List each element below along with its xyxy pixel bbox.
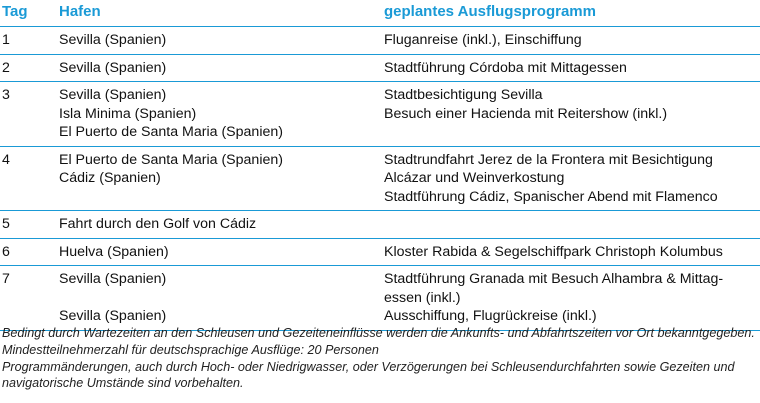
program-cell xyxy=(384,147,760,211)
table-header xyxy=(0,0,760,27)
program-cell xyxy=(384,266,760,330)
day-number: 7 xyxy=(2,271,10,287)
day-number: 1 xyxy=(2,32,10,48)
port-cell xyxy=(59,266,384,330)
program-cell xyxy=(384,27,760,54)
table-row xyxy=(0,211,760,239)
program-item: Stadtführung Cádiz, Spanischer Abend mit Flamenco xyxy=(384,188,718,205)
program-cell xyxy=(384,55,760,82)
footnotes xyxy=(0,325,760,392)
program-item: Kloster Rabida & Segelschiffpark Christoph Kolumbus xyxy=(384,243,723,260)
footnote: Bedingt durch Wartezeiten an den Schleusen und Gezeiteneinflüsse werden die Ankunfts- und Abfahrtszeiten vor Ort bekanntgegeben. xyxy=(2,326,755,340)
table-row xyxy=(0,82,760,147)
port-name: Cádiz (Spanien) xyxy=(59,170,161,186)
program-item: Fluganreise (inkl.), Einschiffung xyxy=(384,32,582,48)
program-item xyxy=(384,215,752,234)
program-item: Besuch einer Hacienda mit Reitershow (inkl.) xyxy=(384,105,668,122)
port-cell xyxy=(59,147,384,211)
port-name: Isla Minima (Spanien) xyxy=(59,105,197,122)
table-row xyxy=(0,147,760,212)
table-row xyxy=(0,239,760,267)
day-number: 3 xyxy=(2,87,10,103)
program-cell xyxy=(384,82,760,146)
port-name: Sevilla (Spanien) xyxy=(59,32,167,48)
port-name xyxy=(59,289,384,308)
port-cell xyxy=(59,239,384,266)
port-name: El Puerto de Santa Maria (Spanien) xyxy=(59,151,283,168)
table-row xyxy=(0,266,760,331)
table-body xyxy=(0,27,760,331)
day-number: 5 xyxy=(2,216,10,232)
day-number: 6 xyxy=(2,243,10,260)
program-item xyxy=(384,123,752,142)
footnote: Mindestteilnehmerzahl für deutschsprachige Ausflüge: 20 Personen xyxy=(2,342,379,357)
column-header-hafen: Hafen xyxy=(59,3,101,20)
program-item: Ausschiffung, Flugrückreise (inkl.) xyxy=(384,308,597,324)
port-cell xyxy=(59,211,384,238)
program-item: Stadtführung Córdoba mit Mittagessen xyxy=(384,59,627,76)
program-item: Stadtführung Granada mit Besuch Alhambra & Mittag- xyxy=(384,271,724,287)
footnote: Programmänderungen, auch durch Hoch- oder Niedrigwasser, oder Verzögerungen bei Schleusendurchfahrten sowie Gezeiten und xyxy=(2,359,735,374)
day-number: 2 xyxy=(2,59,10,76)
port-name: El Puerto de Santa Maria (Spanien) xyxy=(59,124,283,140)
port-name: Huelva (Spanien) xyxy=(59,243,169,260)
port-cell xyxy=(59,82,384,146)
table-row xyxy=(0,55,760,83)
program-cell xyxy=(384,239,760,266)
program-item: Alcázar und Weinverkostung xyxy=(384,170,565,186)
port-cell xyxy=(59,27,384,54)
program-item: essen (inkl.) xyxy=(384,289,461,306)
port-name: Sevilla (Spanien) xyxy=(59,271,167,287)
port-name: Sevilla (Spanien) xyxy=(59,59,167,76)
day-number: 4 xyxy=(2,151,10,168)
column-header-tag: Tag xyxy=(2,3,28,20)
port-name: Sevilla (Spanien) xyxy=(59,308,167,324)
column-header-programm: geplantes Ausflugsprogramm xyxy=(384,3,596,20)
port-cell xyxy=(59,55,384,82)
program-item: Stadtrundfahrt Jerez de la Frontera mit Besichtigung xyxy=(384,151,713,168)
port-name: Sevilla (Spanien) xyxy=(59,87,167,103)
program-cell xyxy=(384,211,760,238)
port-name xyxy=(59,188,384,207)
table-row xyxy=(0,27,760,55)
footnote: navigatorische Umstände sind vorbehalten. xyxy=(2,376,244,391)
port-name: Fahrt durch den Golf von Cádiz xyxy=(59,216,257,232)
program-item: Stadtbesichtigung Sevilla xyxy=(384,87,543,103)
